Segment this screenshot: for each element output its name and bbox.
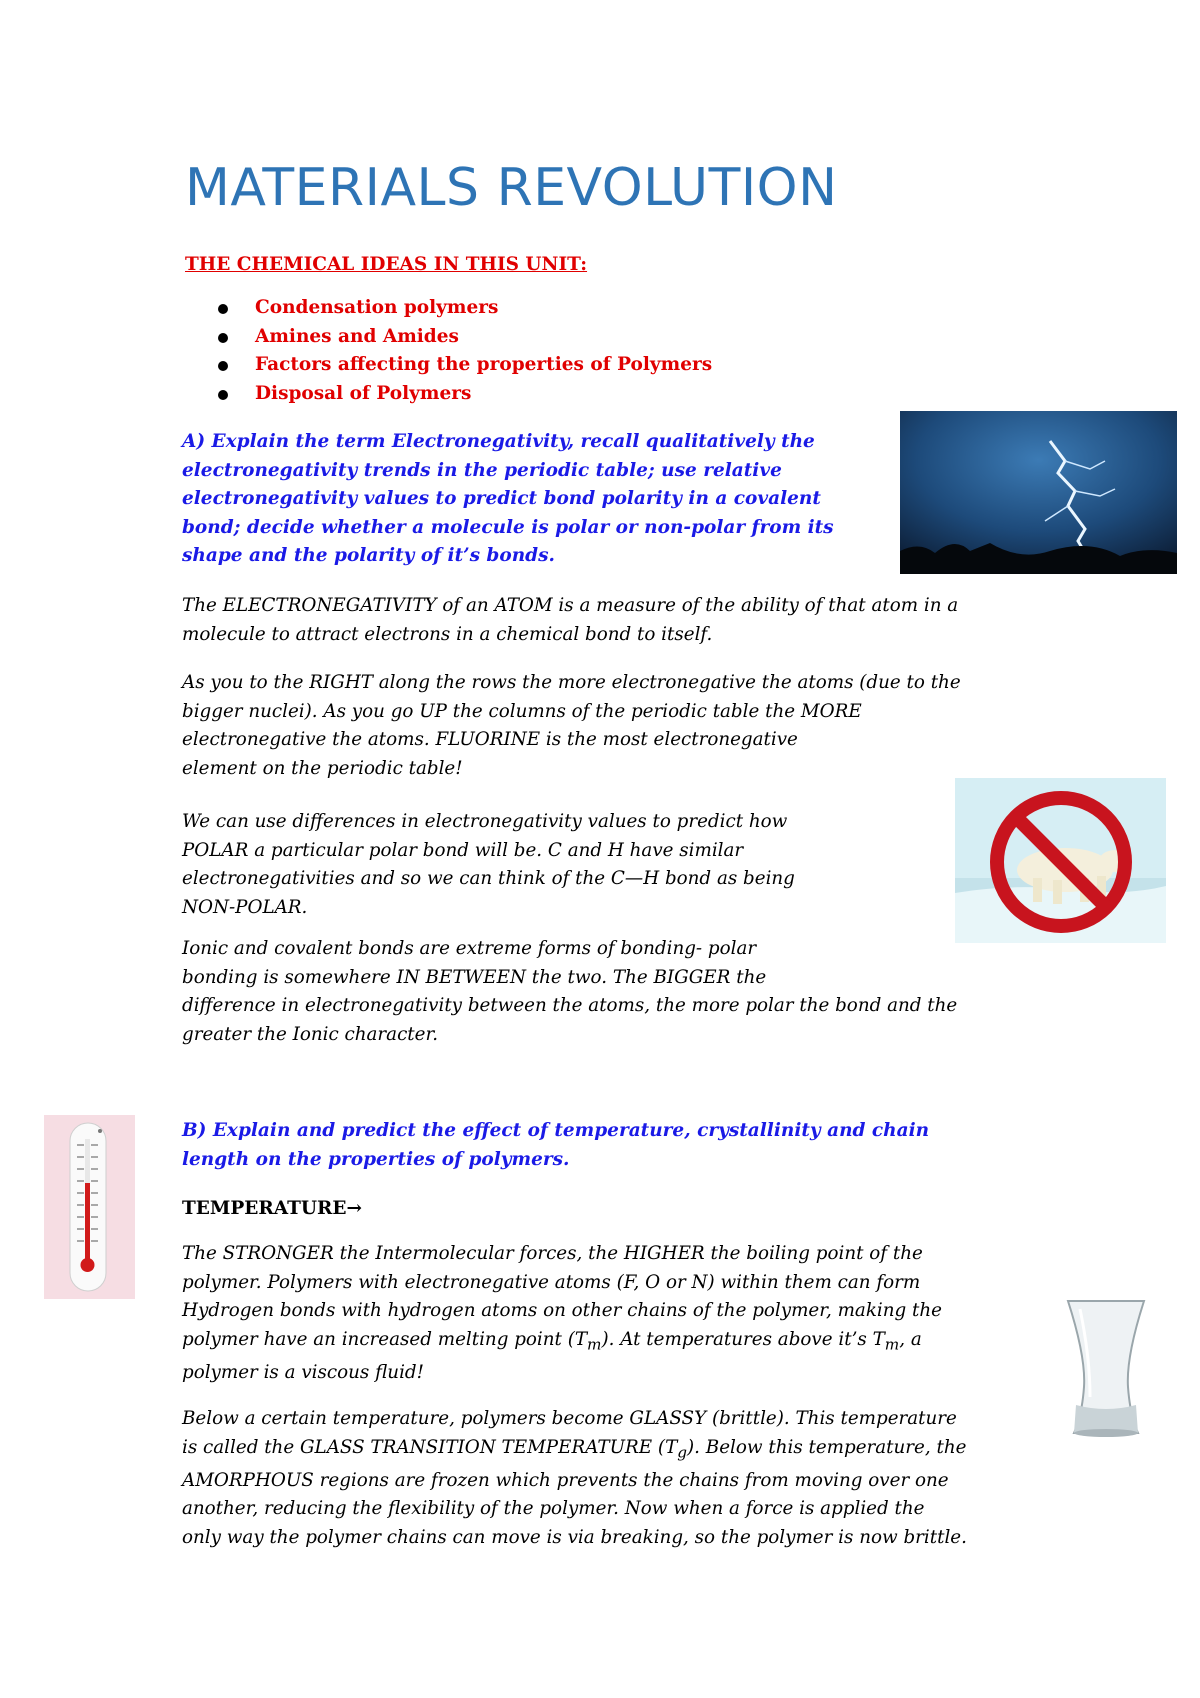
subscript-g: g <box>677 1443 688 1462</box>
temperature-heading-label: TEMPERATURE <box>182 1198 347 1219</box>
list-item: Amines and Amides <box>218 323 712 352</box>
text-line: bigger nuclei). As you go UP the columns of the periodic table the MORE <box>182 700 862 722</box>
paragraph-glass-transition <box>182 1405 967 1552</box>
text-line: Ionic and covalent bonds are extreme forms of bonding- polar <box>182 938 757 959</box>
unit-topics-list <box>218 294 712 408</box>
text-line: Below a certain temperature, polymers become GLASSY (brittle). This temperature <box>182 1408 957 1429</box>
glass-icon <box>1056 1297 1156 1440</box>
objective-b <box>182 1117 929 1174</box>
text-line: polymer is a viscous fluid! <box>182 1361 424 1383</box>
text-line: polymer. Polymers with electronegative atoms (F, O or N) within them can form <box>182 1271 921 1293</box>
text-line <box>182 1434 967 1467</box>
text-line: POLAR a particular polar bond will be. C and H have similar <box>182 839 744 861</box>
list-item: Condensation polymers <box>218 294 712 323</box>
text-line: The ELECTRONEGATIVITY of an ATOM is a measure of the ability of that atom in a <box>182 595 959 616</box>
text-line: difference in electronegativity between the atoms, the more polar the bond and the <box>182 995 958 1016</box>
paragraph-electronegativity-definition <box>182 592 958 649</box>
text-line: another, reducing the flexibility of the polymer. Now when a force is applied the <box>182 1498 925 1520</box>
text-line: greater the Ionic character. <box>182 1023 439 1045</box>
paragraph-ionic-covalent <box>182 935 957 1049</box>
text-span: polymer have an increased melting point (T <box>182 1328 588 1350</box>
text-line: Hydrogen bonds with hydrogen atoms on other chains of the polymer, making the <box>182 1300 942 1321</box>
text-line: We can use differences in electronegativity values to predict how <box>182 811 788 832</box>
text-span: , a <box>899 1328 922 1350</box>
objective-a <box>182 428 834 571</box>
objective-b-line: B) Explain and predict the effect of temperature, crystallinity and chain <box>182 1120 930 1141</box>
no-polar-bear-icon <box>955 778 1166 943</box>
objective-a-line: A) Explain the term Electronegativity, recall qualitatively the <box>182 431 815 452</box>
text-line: molecule to attract electrons in a chemical bond to itself. <box>182 623 713 645</box>
text-line: AMORPHOUS regions are frozen which prevents the chains from moving over one <box>182 1469 949 1491</box>
text-line: The STRONGER the Intermolecular forces, the HIGHER the boiling point of the <box>182 1243 923 1264</box>
text-line: element on the periodic table! <box>182 757 463 779</box>
temperature-heading <box>182 1198 362 1219</box>
objective-a-line: electronegativity values to predict bond polarity in a covalent <box>182 488 821 509</box>
text-span: ). Below this temperature, the <box>687 1436 967 1458</box>
text-line <box>182 1326 942 1359</box>
paragraph-intermolecular-forces <box>182 1240 942 1387</box>
text-line: As you to the RIGHT along the rows the more electronegative the atoms (due to the <box>182 672 961 693</box>
objective-a-line: shape and the polarity of it’s bonds. <box>182 545 555 566</box>
unit-heading: THE CHEMICAL IDEAS IN THIS UNIT: <box>185 254 588 275</box>
subscript-m: m <box>884 1335 900 1354</box>
objective-a-line: bond; decide whether a molecule is polar or non-polar from its <box>182 516 834 538</box>
list-item: Factors affecting the properties of Polymers <box>218 351 712 380</box>
objective-b-line: length on the properties of polymers. <box>182 1148 570 1170</box>
arrow-right-icon: → <box>346 1198 362 1219</box>
objective-a-line: electronegativity trends in the periodic table; use relative <box>182 459 782 481</box>
paragraph-trends <box>182 669 961 783</box>
page-title: MATERIALS REVOLUTION <box>185 158 838 218</box>
text-line: bonding is somewhere IN BETWEEN the two. The BIGGER the <box>182 966 767 988</box>
text-line: NON-POLAR. <box>182 896 308 918</box>
text-line: electronegativities and so we can think of the C—H bond as being <box>182 868 795 889</box>
paragraph-differences <box>182 808 795 922</box>
text-line: only way the polymer chains can move is via breaking, so the polymer is now brittle. <box>182 1526 967 1548</box>
text-line: electronegative the atoms. FLUORINE is the most electronegative <box>182 729 798 750</box>
list-item: Disposal of Polymers <box>218 380 712 409</box>
text-span: is called the GLASS TRANSITION TEMPERATURE (T <box>182 1436 678 1458</box>
lightning-photo-icon <box>900 411 1177 574</box>
subscript-m: m <box>587 1335 602 1354</box>
thermometer-icon <box>44 1115 135 1299</box>
text-span: ). At temperatures above it’s T <box>601 1328 885 1350</box>
